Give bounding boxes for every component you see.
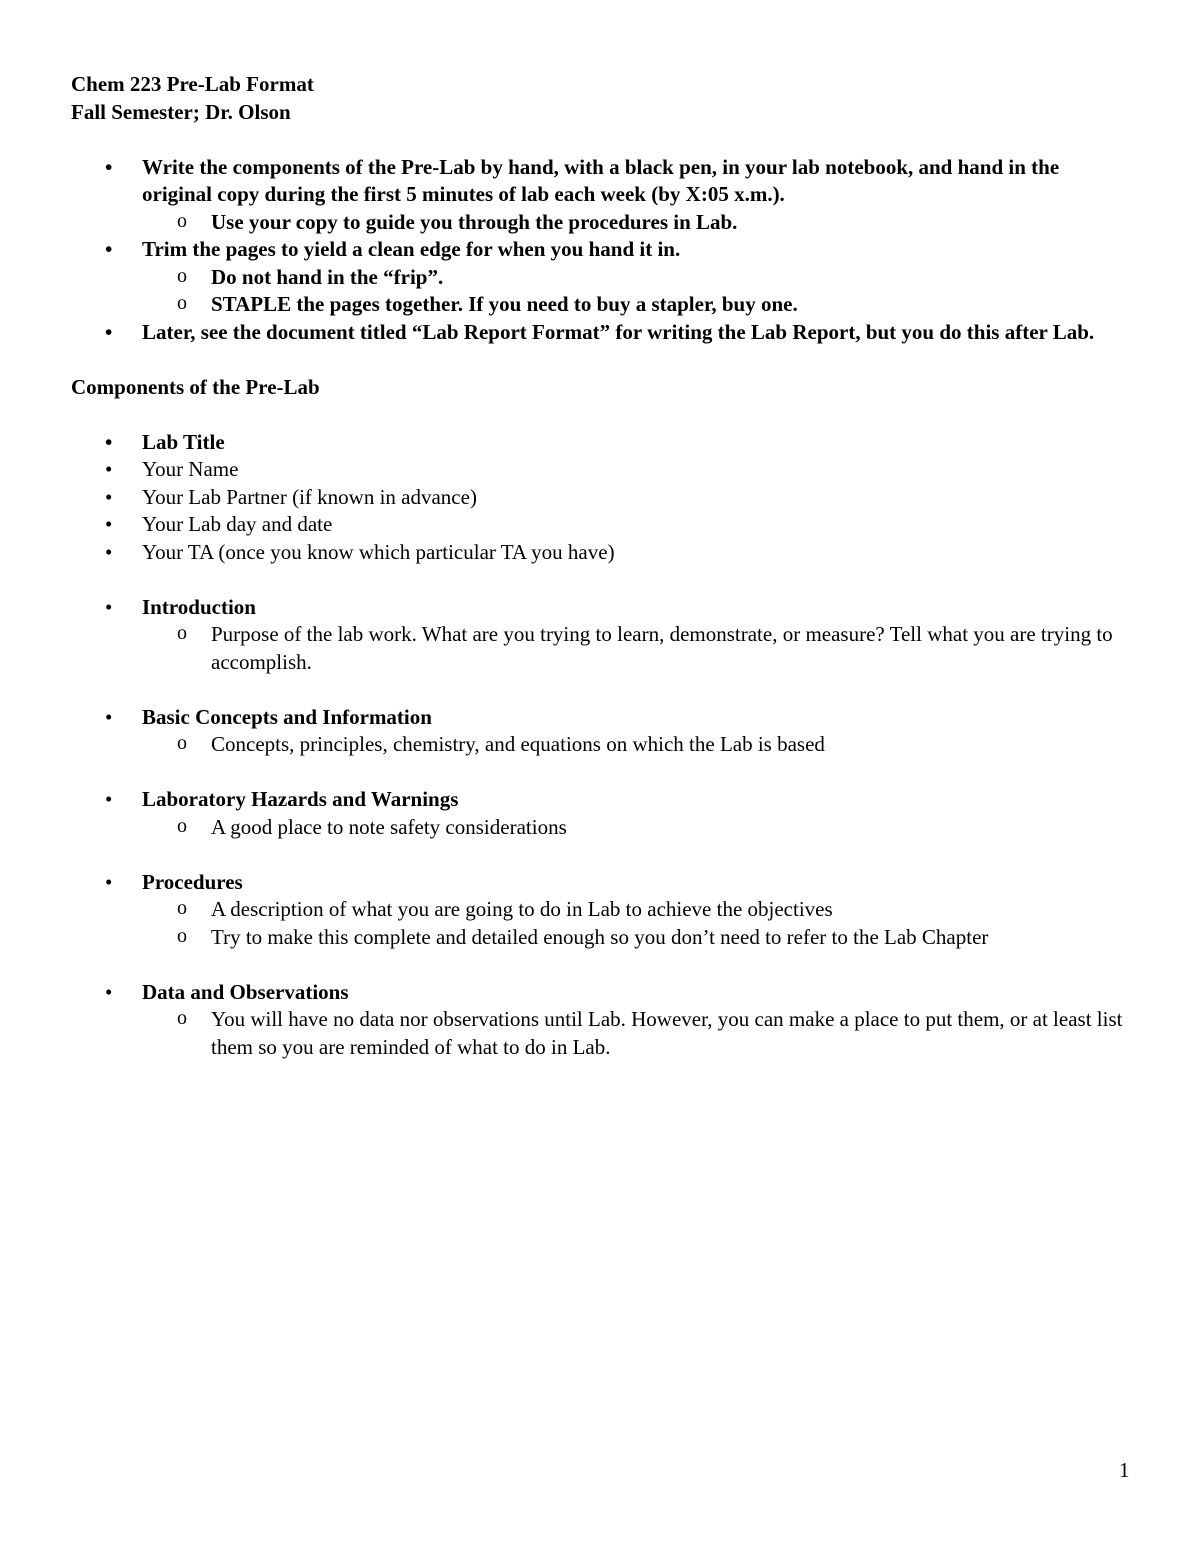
document-title: Chem 223 Pre-Lab Format	[71, 72, 314, 96]
basic-item-lab-title: • Lab Title	[71, 429, 1131, 457]
section-hazards	[71, 786, 1131, 841]
section-subitem: o A description of what you are going to do in Lab to achieve the objectives	[71, 896, 1131, 924]
section-item	[71, 786, 1131, 841]
instruction-subitem	[71, 264, 1131, 292]
document-subtitle: Fall Semester; Dr. Olson	[71, 99, 291, 124]
section-title: Laboratory Hazards and Warnings	[142, 787, 459, 811]
basic-item-name: • Your Name	[71, 456, 1131, 484]
instruction-text: Later, see the document titled “Lab Report Format” for writing the Lab Report, but you do this after Lab.	[142, 319, 1095, 344]
instruction-item	[71, 319, 1131, 347]
section-item	[71, 979, 1131, 1062]
section-subitem: o Try to make this complete and detailed enough so you don’t need to refer to the Lab Chapter	[71, 924, 1131, 952]
instruction-text: Write the components of the Pre-Lab by hand, with a black pen, in your lab notebook, and hand in the original copy during the first 5 minutes of lab each week (by X:05 x.m.).	[142, 154, 1060, 206]
basic-item-partner: • Your Lab Partner (if known in advance)	[71, 484, 1131, 512]
section-item	[71, 869, 1131, 952]
instructions-list	[71, 154, 1131, 347]
section-data-observations	[71, 979, 1131, 1062]
section-title: Procedures	[142, 869, 243, 894]
document-page	[71, 71, 1131, 1061]
section-procedures	[71, 869, 1131, 952]
instruction-item	[71, 236, 1131, 319]
basic-item-day-date: • Your Lab day and date	[71, 511, 1131, 539]
section-basic-concepts	[71, 704, 1131, 759]
basics-list	[71, 429, 1131, 567]
section-subitem: o Purpose of the lab work. What are you trying to learn, demonstrate, or measure? Tell what you are trying to accomplish.	[71, 621, 1131, 676]
instruction-subitem-text: Do not hand in the “frip”.	[211, 264, 444, 289]
section-title: Introduction	[142, 594, 256, 619]
section-subitem: o Concepts, principles, chemistry, and equations on which the Lab is based	[71, 731, 1131, 759]
instruction-subitem: o STAPLE the pages together. If you need to buy a stapler, buy one.	[71, 291, 1131, 319]
section-item	[71, 704, 1131, 759]
section-title: Basic Concepts and Information	[142, 704, 432, 729]
basic-item-ta: • Your TA (once you know which particular TA you have)	[71, 539, 1131, 567]
section-subitem: o You will have no data nor observations until Lab. However, you can make a place to put them, or at least list them so you are reminded of what to do in Lab.	[71, 1006, 1131, 1061]
section-title: Data and Observations	[142, 979, 349, 1004]
instruction-subitem: o Use your copy to guide you through the procedures in Lab.	[71, 209, 1131, 237]
section-subitem: o A good place to note safety considerations	[71, 814, 1131, 842]
section-introduction	[71, 594, 1131, 677]
page-number: 1	[1119, 1458, 1130, 1482]
section-item	[71, 594, 1131, 677]
instruction-item	[71, 154, 1131, 237]
instruction-text: Trim the pages to yield a clean edge for when you hand it in.	[142, 237, 681, 261]
components-heading: Components of the Pre-Lab	[71, 374, 320, 399]
